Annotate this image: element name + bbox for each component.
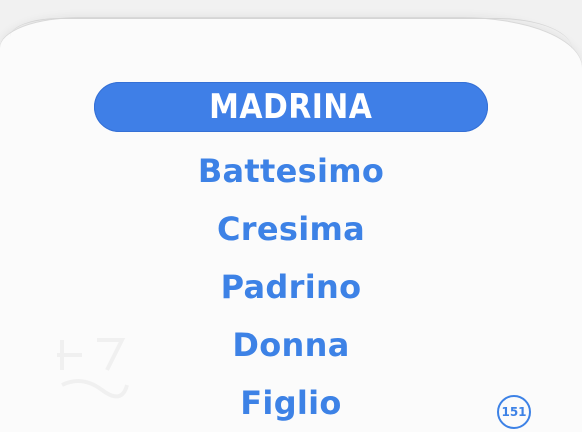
taboo-word: Donna <box>232 326 350 364</box>
card-number-badge <box>497 395 531 429</box>
headword: MADRINA <box>209 87 373 127</box>
taboo-word: Battesimo <box>197 152 385 190</box>
headword-banner <box>94 82 488 132</box>
card-number: 151 <box>501 405 527 419</box>
taboo-word: Figlio <box>240 384 342 422</box>
taboo-word: Padrino <box>220 268 362 306</box>
taboo-word: Cresima <box>216 210 366 248</box>
taboo-word-list <box>0 142 582 432</box>
